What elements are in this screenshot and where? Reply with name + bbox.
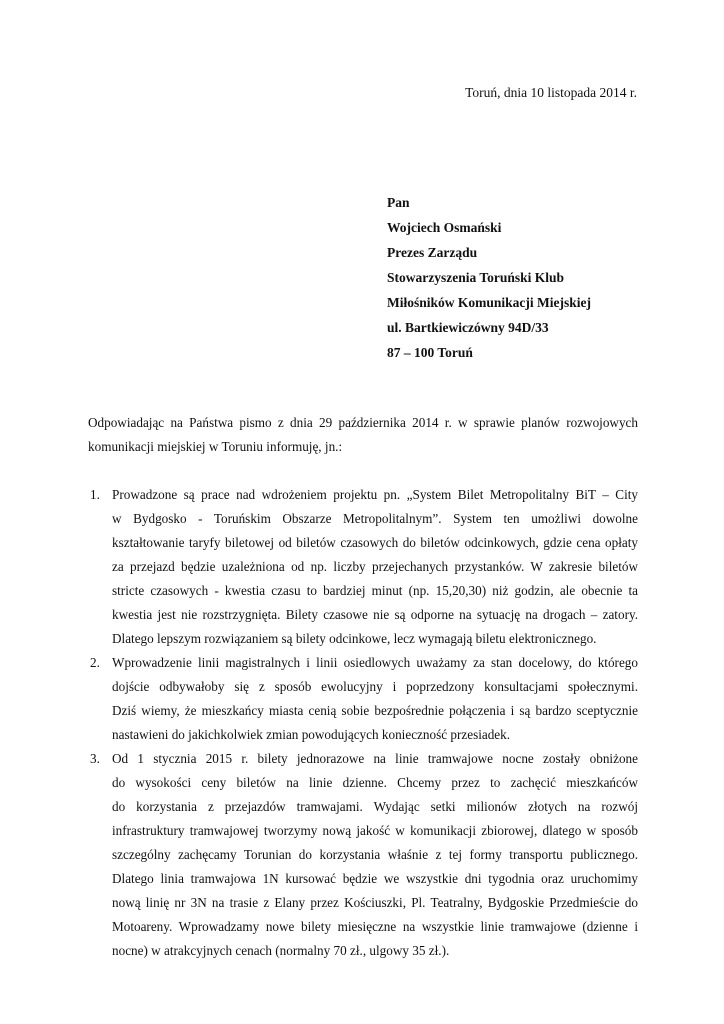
list-item-line: dojście odbywałoby się z sposób ewolucyjny i poprzedzony konsultacjami społecznymi. [112,679,638,694]
list-item-line: nową linię nr 3N na trasie z Elany przez Kościuszki, Pl. Teatralny, Bydgoskie Przedmieście do [112,895,638,910]
list-item-line: stricte czasowych - kwestia czasu to bardziej minut (np. 15,20,30) niż godzin, ale obecnie ta [112,583,638,598]
addressee-line: 87 – 100 Toruń [387,345,473,360]
list-item-line: Motoareny. Wprowadzamy nowe bilety miesięczne na wszystkie linie tramwajowe (dzienne i [112,919,638,934]
addressee-line: ul. Bartkiewiczówny 94D/33 [387,320,549,335]
letter-date: Toruń, dnia 10 listopada 2014 r. [465,85,637,100]
list-item-line: Od 1 stycznia 2015 r. bilety jednorazowe na linie tramwajowe nocne zostały obniżone [112,751,638,766]
addressee-line: Prezes Zarządu [387,245,478,260]
list-item-line: Dlatego linia tramwajowa 1N kursować będzie we wszystkie dni tygodnia oraz uruchomimy [112,871,638,886]
list-item [88,747,638,963]
list-item-line: kwestia jest nie rozstrzygnięta. Bilety czasowe nie są odporne na sytuację na drogach – zatory. [112,607,638,622]
list-item-line: nocne) w atrakcyjnych cenach (normalny 70 zł., ulgowy 35 zł.). [112,943,450,958]
list-item-line: Wprowadzenie linii magistralnych i linii osiedlowych uważamy za stan docelowy, do którego [112,655,638,670]
numbered-list [88,483,638,963]
list-item [88,483,638,651]
list-item-line: w Bydgosko - Toruńskim Obszarze Metropolitalnym”. System ten umożliwi dowolne [112,511,638,526]
addressee-line: Stowarzyszenia Toruński Klub [387,270,565,285]
list-item-number: 2. [90,655,100,670]
addressee-line: Wojciech Osmański [387,220,502,235]
list-item-number: 3. [90,751,100,766]
list-item-line: Dlatego lepszym rozwiązaniem są bilety odcinkowe, lecz wymagają biletu elektronicznego. [112,631,597,646]
list-item-line: infrastruktury tramwajowej tworzymy nową jakość w komunikacji zbiorowej, dlatego w sposób [112,823,638,838]
list-item-line: szczególny zachęcamy Torunian do korzystania właśnie z tej formy transportu publicznego. [112,847,638,862]
intro-paragraph: Odpowiadając na Państwa pismo z dnia 29 października 2014 r. w sprawie planów rozwojowych komunikacji miejskiej w Toruniu informuję, jn.: [88,415,638,454]
list-item-line: do korzystania z przejazdów tramwajami. Wydając setki milionów złotych na rozwój [112,799,638,814]
list-item-line: Dziś wiemy, że mieszkańcy miasta cenią sobie bezpośrednie połączenia i są bardzo sceptycznie [112,703,638,718]
list-item-line: za przejazd będzie uzależniona od np. liczby przejechanych przystanków. W zakresie biletów [112,559,638,574]
addressee-line: Miłośników Komunikacji Miejskiej [387,295,592,310]
list-item-line: nastawieni do jakichkolwiek zmian powodujących konieczność przesiadek. [112,727,511,742]
list-item-number: 1. [90,487,100,502]
list-item-line: do wysokości ceny biletów na linie dzienne. Chcemy przez to zachęcić mieszkańców [112,775,638,790]
list-item-line: kształtowanie taryfy biletowej od biletów czasowych do biletów odcinkowych, gdzie cena opłaty [112,535,638,550]
list-item [88,651,638,747]
addressee-block [387,190,687,365]
list-item-line: Prowadzone są prace nad wdrożeniem projektu pn. „System Bilet Metropolitalny BiT – City [112,487,638,502]
addressee-line: Pan [387,195,410,210]
